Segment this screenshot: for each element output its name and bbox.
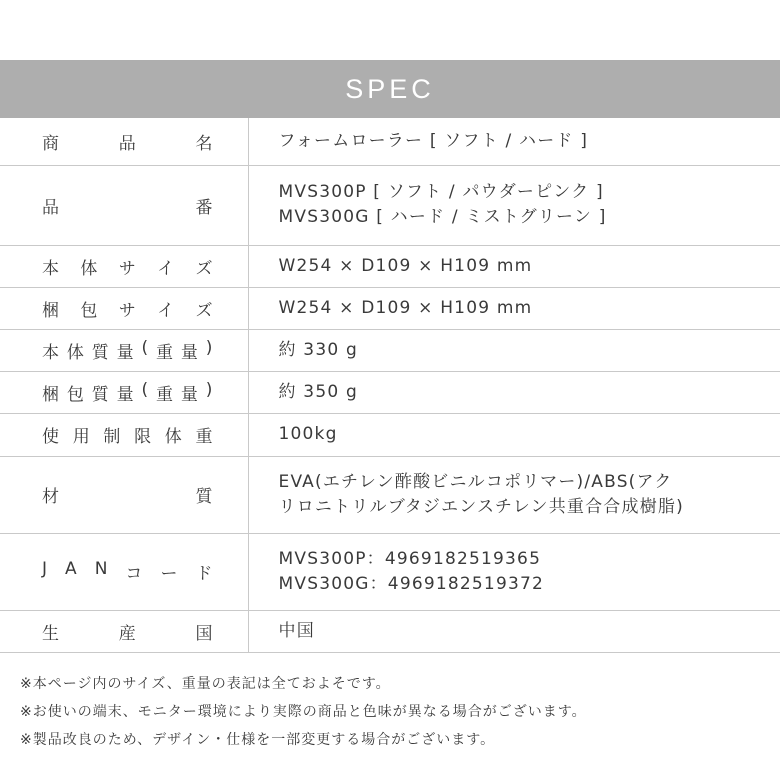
row-label-cell [0,329,248,371]
row-value-model-number: MVS300P [ ソフト / パウダーピンク ] MVS300G [ ハード / ミストグリーン ] [248,165,780,245]
row-label-cell [0,533,248,610]
row-label-material: 材 質 [42,487,214,507]
table-row [0,456,780,533]
row-label-cell [0,371,248,413]
row-label-body-size: 本 体 サ イ ズ [42,258,214,279]
row-label-body-weight: 本 体 質 量 ( 重 量 ) [42,337,214,363]
row-label-jan-code: J A N コ ー ド [42,559,214,584]
row-label-country: 生 産 国 [42,623,214,644]
row-value-weight-limit: 100kg [248,413,780,456]
row-value-country: 中国 [248,610,780,652]
table-row [0,165,780,245]
table-row [0,118,780,165]
row-label-cell [0,165,248,245]
spec-header [0,60,780,118]
row-value-jan-code: MVS300P：4969182519365 MVS300G：4969182519372 [248,533,780,610]
table-row [0,610,780,652]
table-row [0,533,780,610]
row-label-weight-limit: 使 用 制 限 体 重 [42,427,214,447]
row-label-model-number: 品 番 [42,197,214,218]
row-label-package-weight: 梱 包 質 量 ( 重 量 ) [42,379,214,405]
row-value-package-size: W254 × D109 × H109 mm [248,287,780,329]
row-value-body-weight: 約 330 g [248,329,780,371]
row-label-cell [0,610,248,652]
row-label-cell [0,118,248,165]
row-value-product-name: フォームローラー [ ソフト / ハード ] [248,118,780,165]
table-row [0,287,780,329]
note-color-variance: ※お使いの端末、モニター環境により実際の商品と色味が異なる場合がございます。 [20,704,587,720]
table-row [0,413,780,456]
row-label-cell [0,413,248,456]
notes [20,670,760,754]
row-label-package-size: 梱 包 サ イ ズ [42,300,214,321]
row-value-package-weight: 約 350 g [248,371,780,413]
table-row [0,245,780,287]
spec-title: SPEC [345,74,435,104]
row-label-cell [0,456,248,533]
spec-table [0,118,780,653]
row-label-product-name: 商 品 名 [42,133,214,154]
row-label-cell [0,245,248,287]
table-row [0,371,780,413]
table-row [0,329,780,371]
note-approximate: ※本ページ内のサイズ、重量の表記は全ておよそです。 [20,676,391,692]
note-spec-change: ※製品改良のため、デザイン・仕様を一部変更する場合がございます。 [20,732,496,748]
row-label-cell [0,287,248,329]
row-value-material: EVA(エチレン酢酸ビニルコポリマー)/ABS(アク リロニトリルブタジエンスチレン共重合合成樹脂) [248,456,780,533]
row-value-body-size: W254 × D109 × H109 mm [248,245,780,287]
